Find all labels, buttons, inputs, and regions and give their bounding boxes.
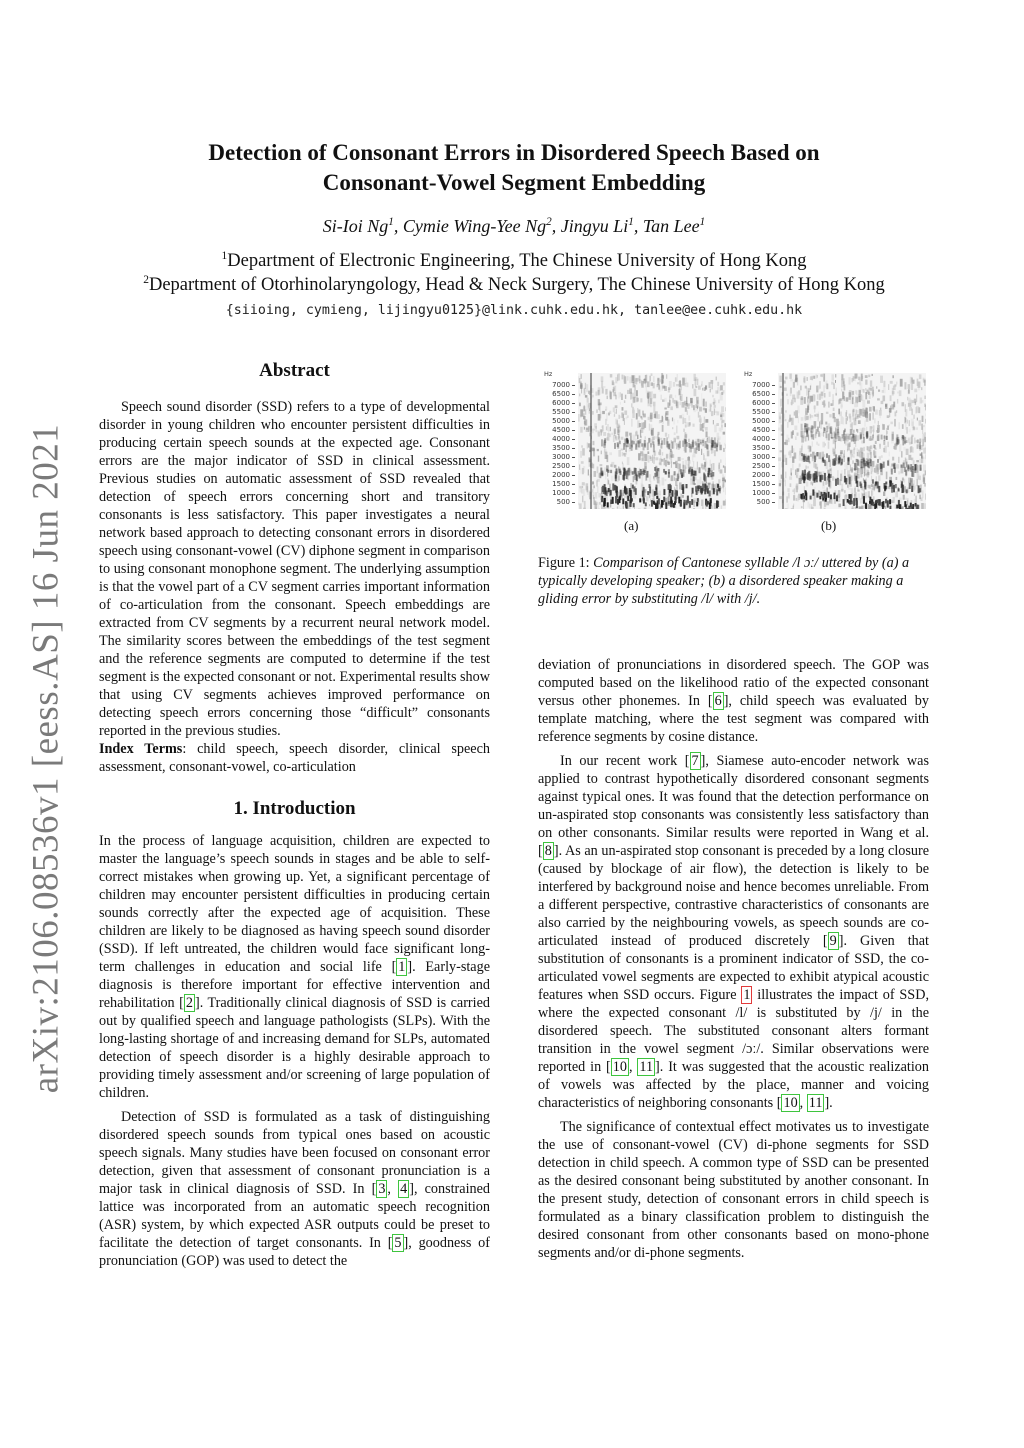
paper-header xyxy=(100,138,928,321)
affiliation-1: $^1$Department of Electronic Engineering, The Chinese University of Hong Kong xyxy=(221,249,807,271)
introduction-heading: 1. Introduction xyxy=(233,798,356,819)
spectrogram-image xyxy=(778,373,926,509)
author-affil-mark: 1 xyxy=(699,216,706,228)
arxiv-identifier-text: arXiv:2106.08536v1 [eess.AS] 16 Jun 2021 xyxy=(25,423,67,1093)
figure-reference-link[interactable]: 1 xyxy=(743,987,751,1003)
frequency-tick-label: 5000 xyxy=(542,417,576,426)
frequency-tick-label: 2000 xyxy=(742,471,776,480)
frequency-tick-label: 5000 xyxy=(742,417,776,426)
author-name: Jingyu Li xyxy=(560,216,629,236)
author-list: Si-Ioi Ng$^1$, Cymie Wing-Yee Ng$^2$, Jingyu Li$^1$, Tan Lee$^1$ xyxy=(322,216,706,236)
right-paragraph-1: deviation of pronunciations in disordered speech. The GOP was computed based on the likelihood ratio of the expected consonant versus other phonemes. In [ 6 ], child speech was evaluated by template matching, where the test segment was compared with reference segments by cosine distance. xyxy=(538,657,929,745)
frequency-tick-label: 3000 xyxy=(542,453,576,462)
hz-axis-label: Hz xyxy=(544,370,553,378)
abstract-heading: Abstract xyxy=(259,360,330,381)
citation-link[interactable]: 11 xyxy=(808,1095,823,1111)
title-line-2: Consonant-Vowel Segment Embedding xyxy=(322,170,706,195)
left-column xyxy=(99,358,490,1270)
abstract-body: Speech sound disorder (SSD) refers to a type of developmental disorder in young children who encounter persistent difficulties in producing certain speech sounds at the expected age. Consonant errors are the major indicator of SSD in clinical assessment. Previous studies on automatic assessment of SSD revealed that detection of speech errors concerning short and transitory consonants is less satisfactory. This paper investigates a neural network based approach to detecting consonant errors in disordered speech using consonant-vowel (CV) diphone segment in comparison to using consonant monophone segment. The underlying assumption is that the vowel part of a CV segment carries important information of co-articulation from the consonant. Speech embeddings are extracted from CV segments by a recurrent neural network model. The similarity scores between the embeddings of the test segment and the reference segments are computed to determine if the test segment is the expected consonant or not. Experimental results show that using CV segments achieves improved performance on detecting speech errors concerning those “difficult” consonants reported in the previous studies. xyxy=(99,399,490,739)
author-emails: {siioing, cymieng, lijingyu0125}@link.cuhk.edu.hk, tanlee@ee.cuhk.edu.hk xyxy=(225,303,803,318)
right-paragraph-3: The significance of contextual effect motivates us to investigate the use of consonant-vowel (CV) di-phone segments for SSD detection in child speech. A common type of SSD can be presented as the desired consonant being substituted by another consonant. In the present study, detection of consonant errors in child speech is formulated as a binary classification problem to distinguish the desired consonant from other consonants based on mono-phone segments and/or di-phone segments. xyxy=(538,1119,929,1261)
frequency-tick-label: 2500 xyxy=(742,462,776,471)
frequency-tick-label: 500 xyxy=(742,498,776,507)
frequency-tick-label: 4500 xyxy=(742,426,776,435)
frequency-tick-label: 1500 xyxy=(542,480,576,489)
frequency-tick-label: 4500 xyxy=(542,426,576,435)
right-paragraph-2: In our recent work [ 7 ], Siamese auto-encoder network was applied to contrast hypothetically disordered consonant segments against typical ones. It was found that the detection performance on un-aspirated stop consonants was consistently less satisfactory than on other consonants. Similar results were reported in Wang et al. [ 8 ]. As an un-aspirated stop consonant is preceded by a long closure (caused by blockage of air flow), the detection is likely to be interfered by background noise and hence becomes unreliable. From a different perspective, contrastive characteristics of consonants are also carried by the neighbouring vowels, as speech sounds are co-articulated instead of produced discretely [ 9 ]. Given that substitution of consonants is a prominent indicator of SSD, the co-articulated vowel segments are expected to exhibit atypical acoustic features when SSD occurs. Figure 1 illustrates the impact of SSD, where the expected consonant /l/ is substituted by /j/ in the disordered speech. The substituted consonant alters formant transition in the vowel segment /ɔː/. Similar observations were reported in [ 10 , 11 ]. It was suggested that the acoustic realization of vowels was affected by the place, manner and voicing characteristics of neighboring consonants [ 10 , 11 ]. xyxy=(538,753,929,1111)
frequency-tick-label: 6000 xyxy=(742,399,776,408)
citation-link[interactable]: 5 xyxy=(394,1235,402,1251)
paper-title xyxy=(100,138,928,198)
affiliation-2: $^2$Department of Otorhinolaryngology, Head & Neck Surgery, The Chinese University of Hong Kong xyxy=(143,273,885,295)
citation-link[interactable]: 1 xyxy=(398,959,406,975)
citation-link[interactable]: 10 xyxy=(612,1059,627,1075)
author-name: Si-Ioi Ng xyxy=(322,216,389,236)
author-name: Tan Lee xyxy=(642,216,700,236)
spectrogram-image xyxy=(578,373,726,509)
frequency-tick-label: 4000 xyxy=(542,435,576,444)
spectrogram-a xyxy=(540,368,726,512)
citation-link[interactable]: 9 xyxy=(829,933,837,949)
right-body-text xyxy=(538,656,929,1262)
frequency-tick-label: 3500 xyxy=(542,444,576,453)
citation-link[interactable]: 7 xyxy=(691,753,699,769)
author-name: Cymie Wing-Yee Ng xyxy=(402,216,547,236)
citation-link[interactable]: 10 xyxy=(783,1095,798,1111)
frequency-tick-label: 7000 xyxy=(742,381,776,390)
intro-paragraph-1: In the process of language acquisition, children are expected to master the language’s speech sounds in stages and be able to self-correct mistakes when growing up. Yet, a significant percentage of children may encounter persistent difficulties in producing certain sounds correctly after the expected age of acquisition. These children are likely to be diagnosed as having speech sound disorder (SSD). If left untreated, the children would face significant long-term challenges in education and social life [ 1 ]. Early-stage diagnosis is therefore important for effective intervention and rehabilitation [ 2 ]. Traditionally clinical diagnosis of SSD is carried out by qualified speech and language pathologists (SLPs). With the long-lasting shortage of and increasing demand for SLPs, automated detection of speech disorder is a highly desirable approach to providing timely assessment and/or screening of large population of children. xyxy=(99,833,490,1101)
spectrogram-b xyxy=(740,368,926,512)
arxiv-identifier-stamp xyxy=(22,423,70,1093)
right-column xyxy=(538,368,929,1262)
frequency-tick-label: 6000 xyxy=(542,399,576,408)
frequency-tick-label: 3000 xyxy=(742,453,776,462)
frequency-tick-label: 6500 xyxy=(542,390,576,399)
frequency-tick-label: 5500 xyxy=(742,408,776,417)
figure-1-spectrograms xyxy=(538,368,929,534)
frequency-tick-label: 3500 xyxy=(742,444,776,453)
frequency-tick-label: 2500 xyxy=(542,462,576,471)
citation-link[interactable]: 6 xyxy=(714,693,722,709)
title-line-1: Detection of Consonant Errors in Disordered Speech Based on xyxy=(208,140,820,165)
hz-axis-label: Hz xyxy=(744,370,753,378)
frequency-ticks xyxy=(542,381,576,507)
index-terms: Index Terms: child speech, speech disorder, clinical speech assessment, consonant-vowel, co-articulation xyxy=(99,741,490,775)
frequency-tick-label: 6500 xyxy=(742,390,776,399)
citation-link[interactable]: 3 xyxy=(378,1181,386,1197)
frequency-tick-label: 1000 xyxy=(742,489,776,498)
frequency-tick-label: 1000 xyxy=(542,489,576,498)
subfigure-label-b: (b) xyxy=(821,518,837,533)
citation-link[interactable]: 4 xyxy=(400,1181,408,1197)
figure-1-caption: Figure 1: Comparison of Cantonese syllable /l ɔː/ uttered by (a) a typically developing speaker; (b) a disordered speaker making a gliding error by substituting /l/ with /j/. xyxy=(538,555,910,607)
frequency-tick-label: 4000 xyxy=(742,435,776,444)
frequency-tick-label: 1500 xyxy=(742,480,776,489)
frequency-tick-label: 5500 xyxy=(542,408,576,417)
intro-paragraph-2: Detection of SSD is formulated as a task of distinguishing disordered speech sounds from typical ones based on acoustic speech signals. Many studies have been focused on consonant error detection, given that assessment of consonant pronunciation is a major task in clinical diagnosis of SSD. In [ 3 , 4 ], constrained lattice was incorporated from an automatic speech recognition (ASR) system, by which expected ASR outputs could be preset to facilitate the detection of target consonants. In [ 5 ], goodness of pronunciation (GOP) was used to detect the xyxy=(99,1109,491,1269)
frequency-tick-label: 500 xyxy=(542,498,576,507)
citation-link[interactable]: 11 xyxy=(639,1059,654,1075)
frequency-tick-label: 7000 xyxy=(542,381,576,390)
author-affil-mark: 1 xyxy=(628,216,634,228)
citation-link[interactable]: 2 xyxy=(185,995,193,1011)
citation-link[interactable]: 8 xyxy=(544,843,552,859)
frequency-tick-label: 2000 xyxy=(542,471,576,480)
author-affil-mark: 2 xyxy=(546,216,552,228)
frequency-ticks xyxy=(742,381,776,507)
subfigure-label-a: (a) xyxy=(624,518,639,533)
author-affil-mark: 1 xyxy=(388,216,394,228)
